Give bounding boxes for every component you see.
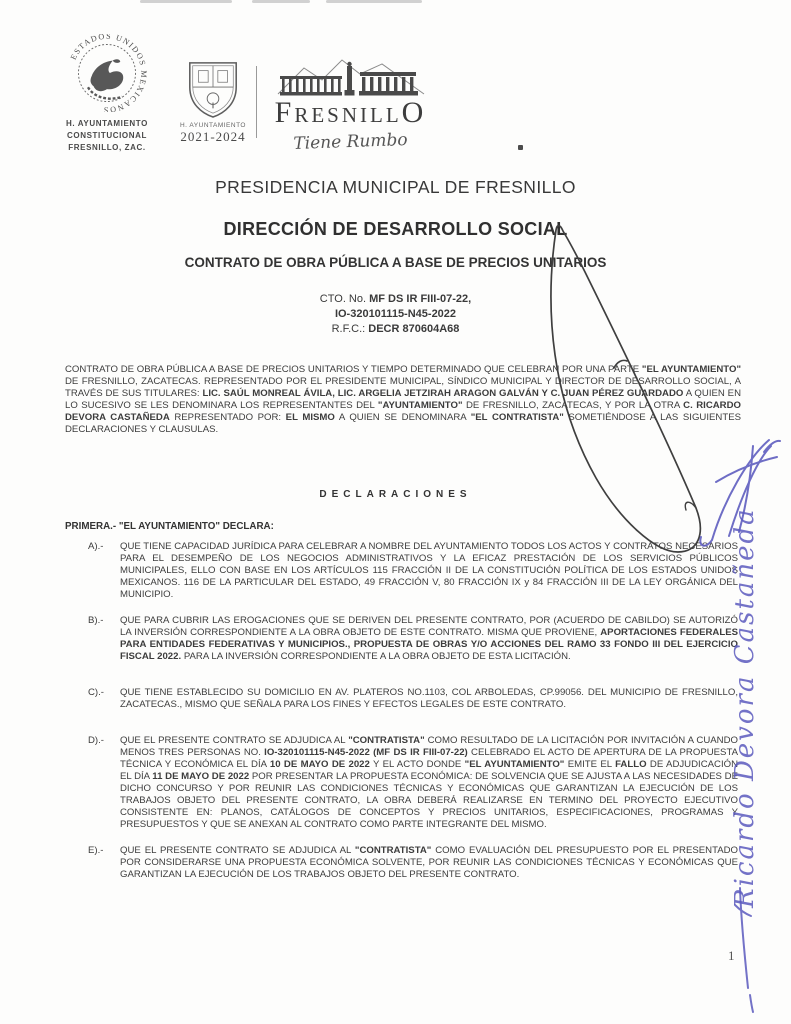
wordmark-final: O	[401, 96, 427, 129]
fresnillo-tiene-rumbo-logo	[268, 56, 433, 152]
item-label: C).-	[88, 687, 104, 698]
fresnillo-coat-of-arms-icon	[184, 58, 242, 120]
item-text: QUE PARA CUBRIR LAS EROGACIONES QUE SE DERIVEN DEL PRESENTE CONTRATO, POR (ACUERDO DE CABILDO) SE AUTORIZÓ LA INVERSIÓN CORRESPONDIENTE A LA OBRA OBJETO DE ESTE CONTRATO. MISMA QUE PROVIENE, APORTACIONES FEDERALES PARA ENTIDADES FEDERATIVAS Y MUNICIPIOS., PROPUESTA DE OBRAS Y/O ACCIONES DEL RAMO 33 FONDO III DEL EJERCICIO FISCAL 2022. PARA LA INVERSIÓN CORRESPONDIENTE A LA OBRA OBJETO DE ESTA LICITACIÓN.	[120, 615, 738, 662]
contract-number-line: CTO. No. MF DS IR FIII-07-22,	[319, 293, 472, 305]
item-text: QUE TIENE CAPACIDAD JURÍDICA PARA CELEBRAR A NOMBRE DEL AYUNTAMIENTO TODOS LOS ACTOS Y CONTRATOS NECESARIOS PARA EL DESEMPEÑO DE LOS NEGOCIOS ADMINISTRATIVOS Y LA EFICAZ PRESTACIÓN DE LOS SERVICIOS PÚBLICOS MUNICIPALES, ELLO CON BASE EN LOS ARTÍCULOS 115 FRACCIÓN II DE LA CONSTITUCIÓN POLÍTICA DE LOS ESTADOS UNIDOS MEXICANOS. 116 DE LA PARTICULAR DEL ESTADO, 49 FRACCIÓN V, 80 FRACCIÓN IX y 84 FRACCIÓN III DE LA LEY ORGÁNICA DEL MUNICIPIO.	[120, 541, 738, 600]
fresnillo-wordmark	[268, 96, 433, 131]
brand-tagline: Tiene Rumbo	[293, 130, 408, 154]
item-label: B).-	[88, 615, 104, 626]
item-text: QUE TIENE ESTABLECIDO SU DOMICILIO EN AV. PLATEROS NO.1103, COL ARBOLEDAS, CP.99056. DEL MUNICIPIO DE FRESNILLO, ZACATECAS., MISMO QUE SEÑALA PARA LOS FINES Y EFECTOS LEGALES DE ESTE CONTRATO.	[120, 687, 738, 710]
tender-number-line: IO-320101115-N45-2022	[334, 308, 457, 320]
page-number: 1	[728, 948, 735, 963]
department-title: DIRECCIÓN DE DESARROLLO SOCIAL	[223, 219, 568, 239]
shield-caption: H. AYUNTAMIENTO	[179, 122, 246, 129]
contract-type-title: CONTRATO DE OBRA PÚBLICA A BASE DE PRECIOS UNITARIOS	[184, 255, 607, 270]
fresnillo-skyline-icon	[276, 56, 426, 100]
contract-reference-block	[0, 292, 791, 337]
eagle-shape	[91, 61, 124, 92]
shield-term: 2021-2024	[180, 129, 246, 144]
item-label: A).-	[88, 541, 104, 552]
municipal-shield-block	[178, 58, 248, 145]
declaration-item-d	[88, 735, 738, 831]
handwritten-signature-name: Ricardo Devora Castañeda	[730, 507, 760, 908]
page-title: PRESIDENCIA MUNICIPAL DE FRESNILLO	[215, 177, 576, 197]
rfc-line: R.F.C.: DECR 870604A68	[331, 323, 460, 335]
item-text: QUE EL PRESENTE CONTRATO SE ADJUDICA AL "CONTRATISTA" COMO RESULTADO DE LA LICITACIÓN POR INVITACIÓN A CUANDO MENOS TRES PERSONAS NO. IO-320101115-N45-2022 (MF DS IR FIII-07-22) CELEBRADO EL ACTO DE APERTURA DE LA PROPUESTA TÉCNICA Y ECONÓMICA EL DÍA 10 DE MAYO DE 2022 Y EL ACTO DONDE "EL AYUNTAMIENTO" EMITE EL FALLO DE ADJUDICACIÓN EL DÍA 11 DE MAYO DE 2022 POR PRESENTAR LA PROPUESTA ECONÓMICA: DE SOLVENCIA QUE SE AJUSTA A LAS NECESIDADES DE DICHO CONCURSO Y POR REUNIR LAS CONDICIONES TÉCNICAS Y ECONÓMICAS QUE GARANTIZAN LA EJECUCIÓN DE LOS TRABAJOS OBJETO DEL PRESENTE CONTRATO, LA OBRA DEBERÁ REALIZARSE EN TERMINO DEL PROYECTO EJECUTIVO CONSISTENTE EN: PLANOS, CATÁLOGOS DE CONCEPTOS Y PRECIOS UNITARIOS, ESPECIFICACIONES, PROGRAMAS Y PRESUPUESTOS Y QUE SE ANEXAN AL CONTRATO COMO PARTE INTEGRANTE DEL MISMO.	[120, 735, 739, 830]
mexico-eagle-seal-icon	[59, 34, 155, 112]
municipal-letterhead-left	[55, 34, 159, 154]
declaration-item-a	[88, 541, 738, 601]
seal-caption	[55, 118, 159, 154]
seal-ring-text: ESTADOS UNIDOS MEXICANOS	[68, 34, 149, 112]
logo-divider	[256, 66, 257, 138]
declaration-items	[88, 541, 738, 895]
item-label: E).-	[88, 845, 104, 856]
item-label: D).-	[88, 735, 104, 746]
scan-edge-artifacts	[0, 0, 791, 5]
stray-ink-dot	[518, 145, 523, 150]
seal-caption-line2: CONSTITUCIONAL	[67, 131, 147, 140]
declaration-item-b	[88, 615, 738, 663]
primera-declara-heading: PRIMERA.- "EL AYUNTAMIENTO" DECLARA:	[65, 521, 274, 532]
item-text: QUE EL PRESENTE CONTRATO SE ADJUDICA AL "CONTRATISTA" COMO EVALUACIÓN DEL PRESUPUESTO POR EL PRESENTADO POR CONSIDERARSE UNA PROPUESTA ECONÓMICA SOLVENTE, POR REUNIR LAS CONDICIONES TÉCNICAS Y ECONÓMICAS QUE GARANTIZAN LA EJECUCIÓN DE LOS TRABAJOS OBJETO DEL PRESENTE CONTRATO.	[120, 845, 739, 880]
wordmark-initial: F	[274, 96, 295, 129]
declaration-item-e	[88, 845, 738, 881]
seal-caption-line3: FRESNILLO, ZAC.	[68, 143, 146, 152]
contract-intro-paragraph: CONTRATO DE OBRA PÚBLICA A BASE DE PRECIOS UNITARIOS Y TIEMPO DETERMINADO QUE CELEBRAN POR UNA PARTE "EL AYUNTAMIENTO" DE FRESNILLO, ZACATECAS. REPRESENTADO POR EL PRESIDENTE MUNICIPAL, SÍNDICO MUNICIPAL Y DIRECTOR DE DESARROLLO SOCIAL, A TRAVÉS DE SUS TITULARES: LIC. SAÚL MONREAL ÁVILA, LIC. ARGELIA JETZIRAH ARAGON GALVÁN Y C. JUAN PÉREZ GUARDADO A QUIEN EN LO SUCESIVO SE LES DENOMINARA LOS REPRESENTANTES DEL "AYUNTAMIENTO" DE FRESNILLO, ZACATECAS, Y POR LA OTRA C. RICARDO DEVORA CASTAÑEDA REPRESENTADO POR: EL MISMO A QUIEN SE DENOMINARA "EL CONTRATISTA" SOMETIÉNDOSE A LAS SIGUIENTES DECLARACIONES Y CLAUSULAS.	[65, 364, 742, 435]
declaraciones-heading: DECLARACIONES	[319, 489, 472, 500]
declaration-item-c	[88, 687, 738, 711]
seal-caption-line1: H. AYUNTAMIENTO	[66, 119, 148, 128]
wordmark-middle: RESNILL	[294, 103, 402, 127]
